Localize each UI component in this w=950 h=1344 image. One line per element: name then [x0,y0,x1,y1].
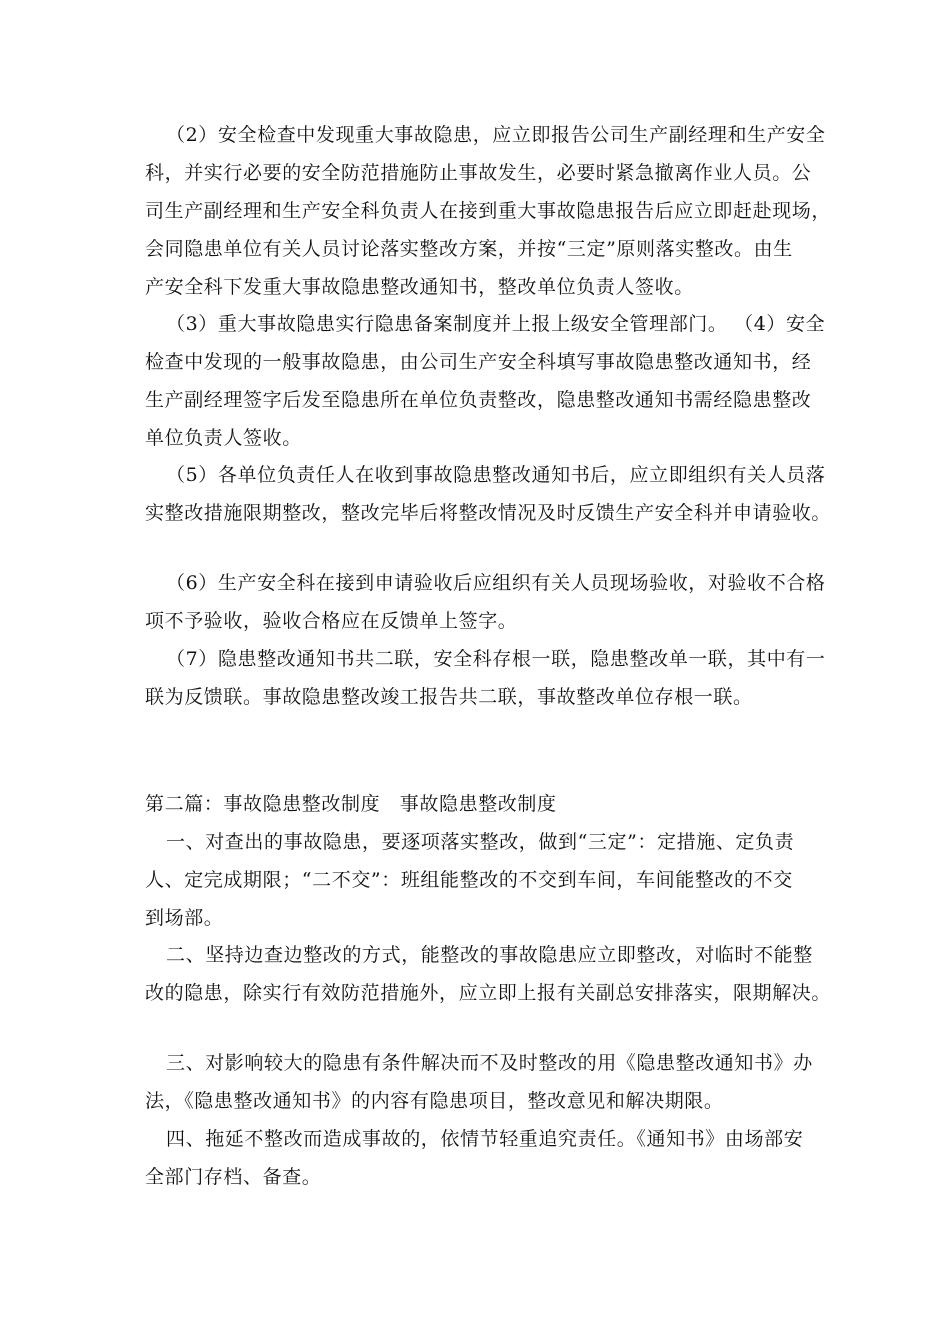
paragraph-2-line-3: 司生产副经理和生产安全科负责人在接到重大事故隐患报告后应立即赶赴现场， [145,200,832,222]
paragraph-7-line-1: （7）隐患整改通知书共二联，安全科存根一联，隐患整改单一联，其中有一 [166,648,826,670]
item-3-line-2: 法，《隐患整改通知书》的内容有隐患项目，整改意见和解决期限。 [145,1090,724,1112]
paragraph-7-line-2: 联为反馈联。事故隐患整改竣工报告共二联，事故整改单位存根一联。 [145,686,753,708]
item-2-line-1: 二、坚持边查边整改的方式，能整改的事故隐患应立即整改，对临时不能整 [166,944,813,966]
item-4-line-2: 全部门存档、备查。 [145,1166,322,1188]
paragraph-5-line-2: 实整改措施限期整改，整改完毕后将整改情况及时反馈生产安全科并申请验收。 [145,502,832,524]
paragraph-2-line-1: （2）安全检查中发现重大事故隐患，应立即报告公司生产副经理和生产安全 [166,124,826,146]
paragraph-6-line-2: 项不予验收，验收合格应在反馈单上签字。 [145,610,518,632]
paragraph-3-line-3: 生产副经理签字后发至隐患所在单位负责整改，隐患整改通知书需经隐患整改 [145,389,812,411]
paragraph-3-line-1: （3）重大事故隐患实行隐患备案制度并上报上级安全管理部门。 （4）安全 [166,313,826,335]
paragraph-3-line-2: 检查中发现的一般事故隐患，由公司生产安全科填写事故隐患整改通知书，经 [145,351,812,373]
item-1-line-3: 到场部。 [145,907,224,929]
item-3-line-1: 三、对影响较大的隐患有条件解决而不及时整改的用《隐患整改通知书》办 [166,1052,813,1074]
item-2-line-2: 改的隐患，除实行有效防范措施外，应立即上报有关副总安排落实，限期解决。 [145,982,832,1004]
item-1-line-2: 人、定完成期限；“二不交”：班组能整改的不交到车间，车间能整改的不交 [145,869,793,891]
paragraph-6-line-1: （6）生产安全科在接到申请验收后应组织有关人员现场验收，对验收不合格 [166,572,826,594]
paragraph-5-line-1: （5）各单位负责任人在收到事故隐患整改通知书后，应立即组织有关人员落 [166,464,826,486]
item-4-line-1: 四、拖延不整改而造成事故的，依情节轻重追究责任。《通知书》由场部安 [166,1128,804,1150]
paragraph-2-line-2: 科，并实行必要的安全防范措施防止事故发生，必要时紧急撤离作业人员。公 [145,162,812,184]
paragraph-2-line-4: 会同隐患单位有关人员讨论落实整改方案，并按“三定”原则落实整改。由生 [145,238,793,260]
section-two-heading: 第二篇：事故隐患整改制度 事故隐患整改制度 [145,793,557,815]
paragraph-2-line-5: 产安全科下发重大事故隐患整改通知书，整改单位负责人签收。 [145,276,694,298]
paragraph-3-line-4: 单位负责人签收。 [145,427,302,449]
item-1-line-1: 一、对查出的事故隐患，要逐项落实整改，做到“三定”：定措施、定负责 [166,831,795,853]
